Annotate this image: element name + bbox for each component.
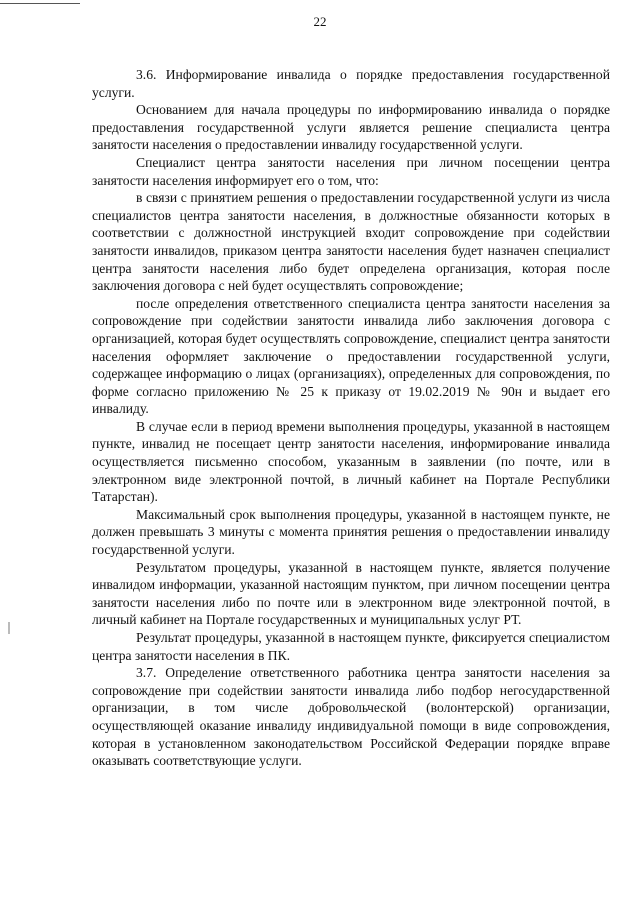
paragraph: в связи с принятием решения о предоставлении государственной услуги из числа специалистов центра занятости населения, в должностные обязанности которых в соответствии с должностной инструкцией входит сопровождение при содействии занятости инвалидов, приказом центра занятости населения будет назначен специалист центра занятости населения либо будет определена организация, которая после заключения договора с ней будет осуществлять сопровождение; [92,190,610,294]
paragraph: Специалист центра занятости населения при личном посещении центра занятости населения информирует его о том, что: [92,154,610,188]
scan-edge-mark [0,3,80,4]
paragraph: 3.7. Определение ответственного работника центра занятости населения за сопровождение при содействии занятости инвалида либо подбор негосударственной организации, в том числе добровольческой (волонтерской) организации, осуществляющей оказание инвалиду индивидуальной помощи в виде сопровождения, которая в установленном законодательством Российской Федерации порядке вправе оказывать соответствующие услуги. [92,665,610,769]
paragraph: Результатом процедуры, указанной в настоящем пункте, является получение инвалидом информации, указанной настоящим пунктом, при личном посещении центра занятости населения либо по почте или в электронном виде электронной почтой, в личный кабинет на Портале государственных и муниципальных услуг РТ. [92,559,610,628]
paragraph: после определения ответственного специалиста центра занятости населения за сопровождение при содействии занятости инвалида либо заключения договора с организацией, которая будет осуществлять сопровождение, специалист центра занятости населения оформляет заключение о предоставлении государственной услуги, содержащее информацию о лицах (организациях), определенных для сопровождения, по форме согласно приложению № 25 к приказу от 19.02.2019 № 90н и выдает его инвалиду. [92,295,610,417]
paragraph: Максимальный срок выполнения процедуры, указанной в настоящем пункте, не должен превышать 3 минуты с момента принятия решения о предоставлении инвалиду государственной услуги. [92,506,610,558]
scan-margin-mark [8,622,10,634]
paragraph: 3.6. Информирование инвалида о порядке предоставления государственной услуги. [92,67,610,100]
paragraph: Основанием для начала процедуры по информированию инвалида о порядке предоставления государственной услуги является решение специалиста центра занятости населения о предоставлении инвалиду государственной услуги. [92,102,610,153]
document-body [92,66,610,770]
page-number: 22 [313,14,327,29]
paragraph: Результат процедуры, указанной в настоящем пункте, фиксируется специалистом центра занятости населения в ПК. [92,630,610,663]
paragraph: В случае если в период времени выполнения процедуры, указанной в настоящем пункте, инвалид не посещает центр занятости населения, информирование инвалида осуществляется письменно способом, указанным в заявлении (по почте, или в электронном виде электронной почтой, в личный кабинет на Портале Республики Татарстан). [92,418,610,505]
